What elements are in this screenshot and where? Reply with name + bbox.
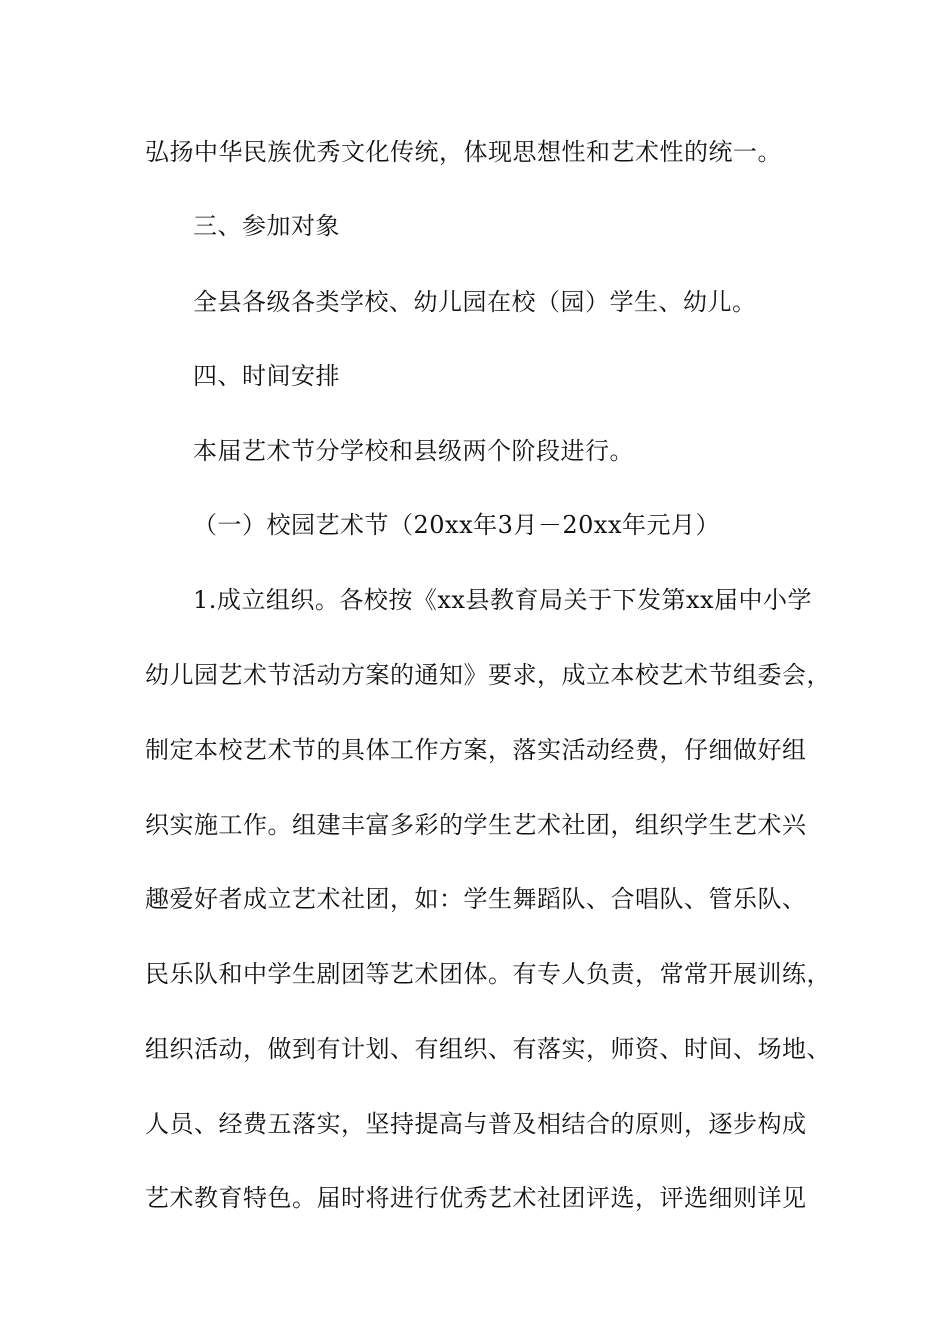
body-text-line: 民乐队和中学生剧团等艺术团体。有专人负责，常常开展训练， <box>145 960 831 988</box>
body-text-line: 艺术教育特色。届时将进行优秀艺术社团评选，评选细则详见 <box>145 1184 807 1212</box>
subsection-heading: （一）校园艺术节（20xx年3月－20xx年元月） <box>193 511 720 539</box>
section-heading: 四、时间安排 <box>193 362 340 390</box>
body-text-line: 制定本校艺术节的具体工作方案，落实活动经费，仔细做好组 <box>145 736 807 764</box>
body-text-line: 全县各级各类学校、幼儿园在校（园）学生、幼儿。 <box>193 288 757 316</box>
body-text-line: 弘扬中华民族优秀文化传统，体现思想性和艺术性的统一。 <box>145 138 782 166</box>
body-text-line: 织实施工作。组建丰富多彩的学生艺术社团，组织学生艺术兴 <box>145 811 807 839</box>
body-text-line: 趣爱好者成立艺术社团，如：学生舞蹈队、合唱队、管乐队、 <box>145 885 807 913</box>
body-text-line: 本届艺术节分学校和县级两个阶段进行。 <box>193 437 634 465</box>
body-text-line: 1.成立组织。各校按《xx县教育局关于下发第xx届中小学 <box>193 586 813 614</box>
body-text-line: 幼儿园艺术节活动方案的通知》要求，成立本校艺术节组委会， <box>145 661 831 689</box>
body-text-line: 人员、经费五落实，坚持提高与普及相结合的原则，逐步构成 <box>145 1110 807 1138</box>
body-text-line: 组织活动，做到有计划、有组织、有落实，师资、时间、场地、 <box>145 1035 831 1063</box>
section-heading: 三、参加对象 <box>193 212 340 240</box>
